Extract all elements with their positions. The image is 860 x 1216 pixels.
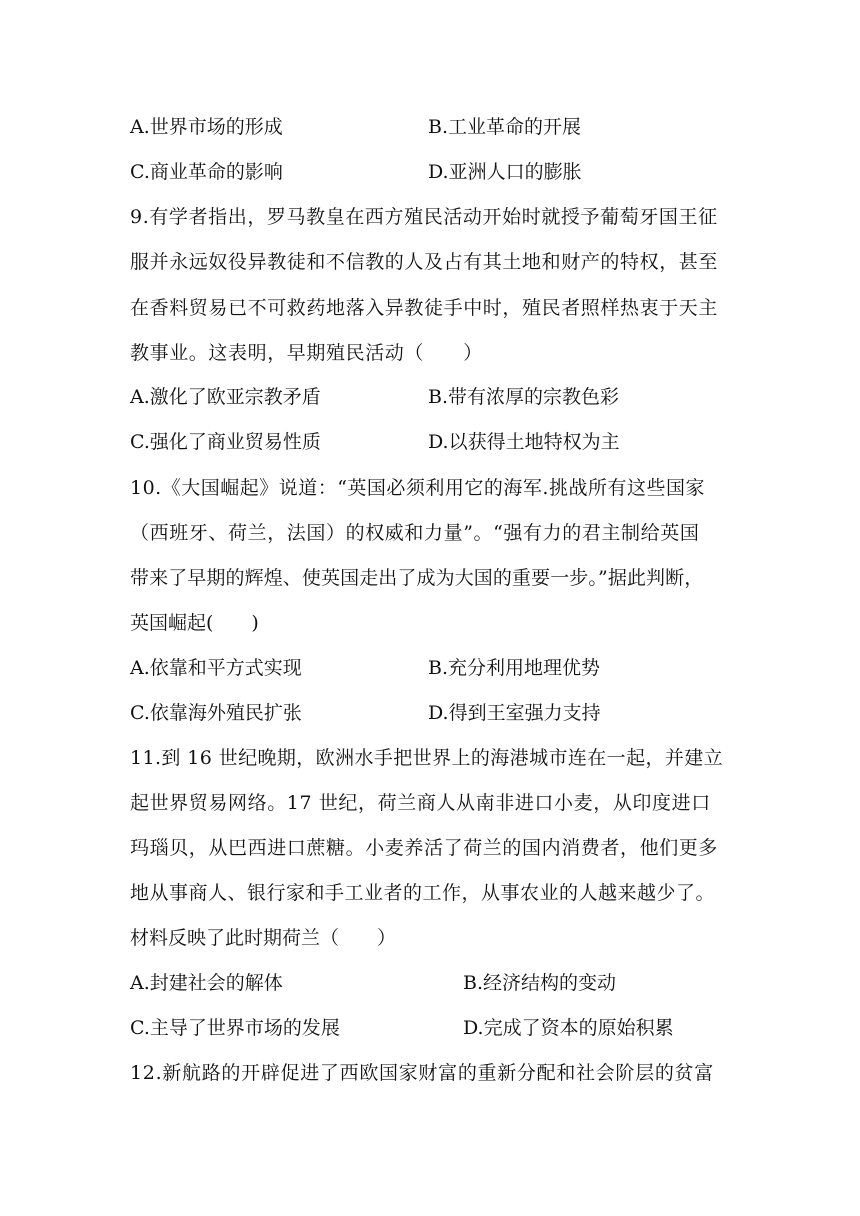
q10-stem-line-1: 10.《大国崛起》说道：“英国必须利用它的海军.挑战所有这些国家 bbox=[130, 477, 705, 499]
q10-stem-line-2: （西班牙、荷兰，法国）的权威和力量”。“强有力的君主制给英国 bbox=[130, 522, 700, 544]
q11-stem-line-2: 起世界贸易网络。17 世纪，荷兰商人从南非进口小麦，从印度进口 bbox=[130, 792, 711, 814]
q9-option-c: C.强化了商业贸易性质 bbox=[130, 431, 321, 453]
q10-stem-line-3: 带来了早期的辉煌、使英国走出了成为大国的重要一步。”据此判断， bbox=[130, 567, 704, 589]
q11-option-b: B.经济结构的变动 bbox=[463, 972, 617, 994]
q10-option-a: A.依靠和平方式实现 bbox=[130, 657, 302, 679]
q10-option-row-2 bbox=[130, 701, 730, 725]
q9-stem-line-4: 教事业。这表明，早期殖民活动（ ） bbox=[130, 342, 483, 364]
q11-stem-line-1: 11.到 16 世纪晚期，欧洲水手把世界上的海港城市连在一起，并建立 bbox=[130, 747, 724, 769]
q8-option-row-1 bbox=[130, 115, 730, 139]
q9-stem-line-3: 在香料贸易已不可救药地落入异教徒手中时，殖民者照样热衷于天主 bbox=[130, 297, 719, 319]
q11-option-d: D.完成了资本的原始积累 bbox=[463, 1017, 674, 1039]
q9-option-row-2 bbox=[130, 430, 730, 454]
q10-option-d: D.得到王室强力支持 bbox=[428, 702, 601, 724]
q8-option-row-2 bbox=[130, 160, 730, 184]
q11-option-c: C.主导了世界市场的发展 bbox=[130, 1017, 340, 1039]
q11-option-a: A.封建社会的解体 bbox=[130, 972, 283, 994]
q9-option-a: A.激化了欧亚宗教矛盾 bbox=[130, 386, 321, 408]
q10-option-b: B.充分利用地理优势 bbox=[428, 657, 601, 679]
q8-option-d: D.亚洲人口的膨胀 bbox=[428, 161, 582, 183]
q8-option-a: A.世界市场的形成 bbox=[130, 116, 283, 138]
q8-option-c: C.商业革命的影响 bbox=[130, 161, 283, 183]
q12-stem-line-1: 12.新航路的开辟促进了西欧国家财富的重新分配和社会阶层的贫富 bbox=[130, 1062, 714, 1084]
q11-stem-line-3: 玛瑙贝，从巴西进口蔗糖。小麦养活了荷兰的国内消费者，他们更多 bbox=[130, 837, 719, 859]
q11-stem-line-4: 地从事商人、银行家和手工业者的工作，从事农业的人越来越少了。 bbox=[130, 882, 716, 904]
q9-option-d: D.以获得土地特权为主 bbox=[428, 431, 620, 453]
q9-option-row-1 bbox=[130, 385, 730, 409]
q9-option-b: B.带有浓厚的宗教色彩 bbox=[428, 386, 620, 408]
q10-stem-line-4: 英国崛起( ) bbox=[130, 612, 259, 634]
q11-option-row-1 bbox=[130, 971, 730, 995]
q10-option-row-1 bbox=[130, 656, 730, 680]
q11-option-row-2 bbox=[130, 1016, 730, 1040]
q10-option-c: C.依靠海外殖民扩张 bbox=[130, 702, 302, 724]
q9-stem-line-1: 9.有学者指出，罗马教皇在西方殖民活动开始时就授予葡萄牙国王征 bbox=[130, 206, 718, 228]
q11-stem-line-5: 材料反映了此时期荷兰（ ） bbox=[130, 927, 397, 949]
q8-option-b: B.工业革命的开展 bbox=[428, 116, 582, 138]
q9-stem-line-2: 服并永远奴役异教徒和不信教的人及占有其土地和财产的特权，甚至 bbox=[130, 251, 719, 273]
